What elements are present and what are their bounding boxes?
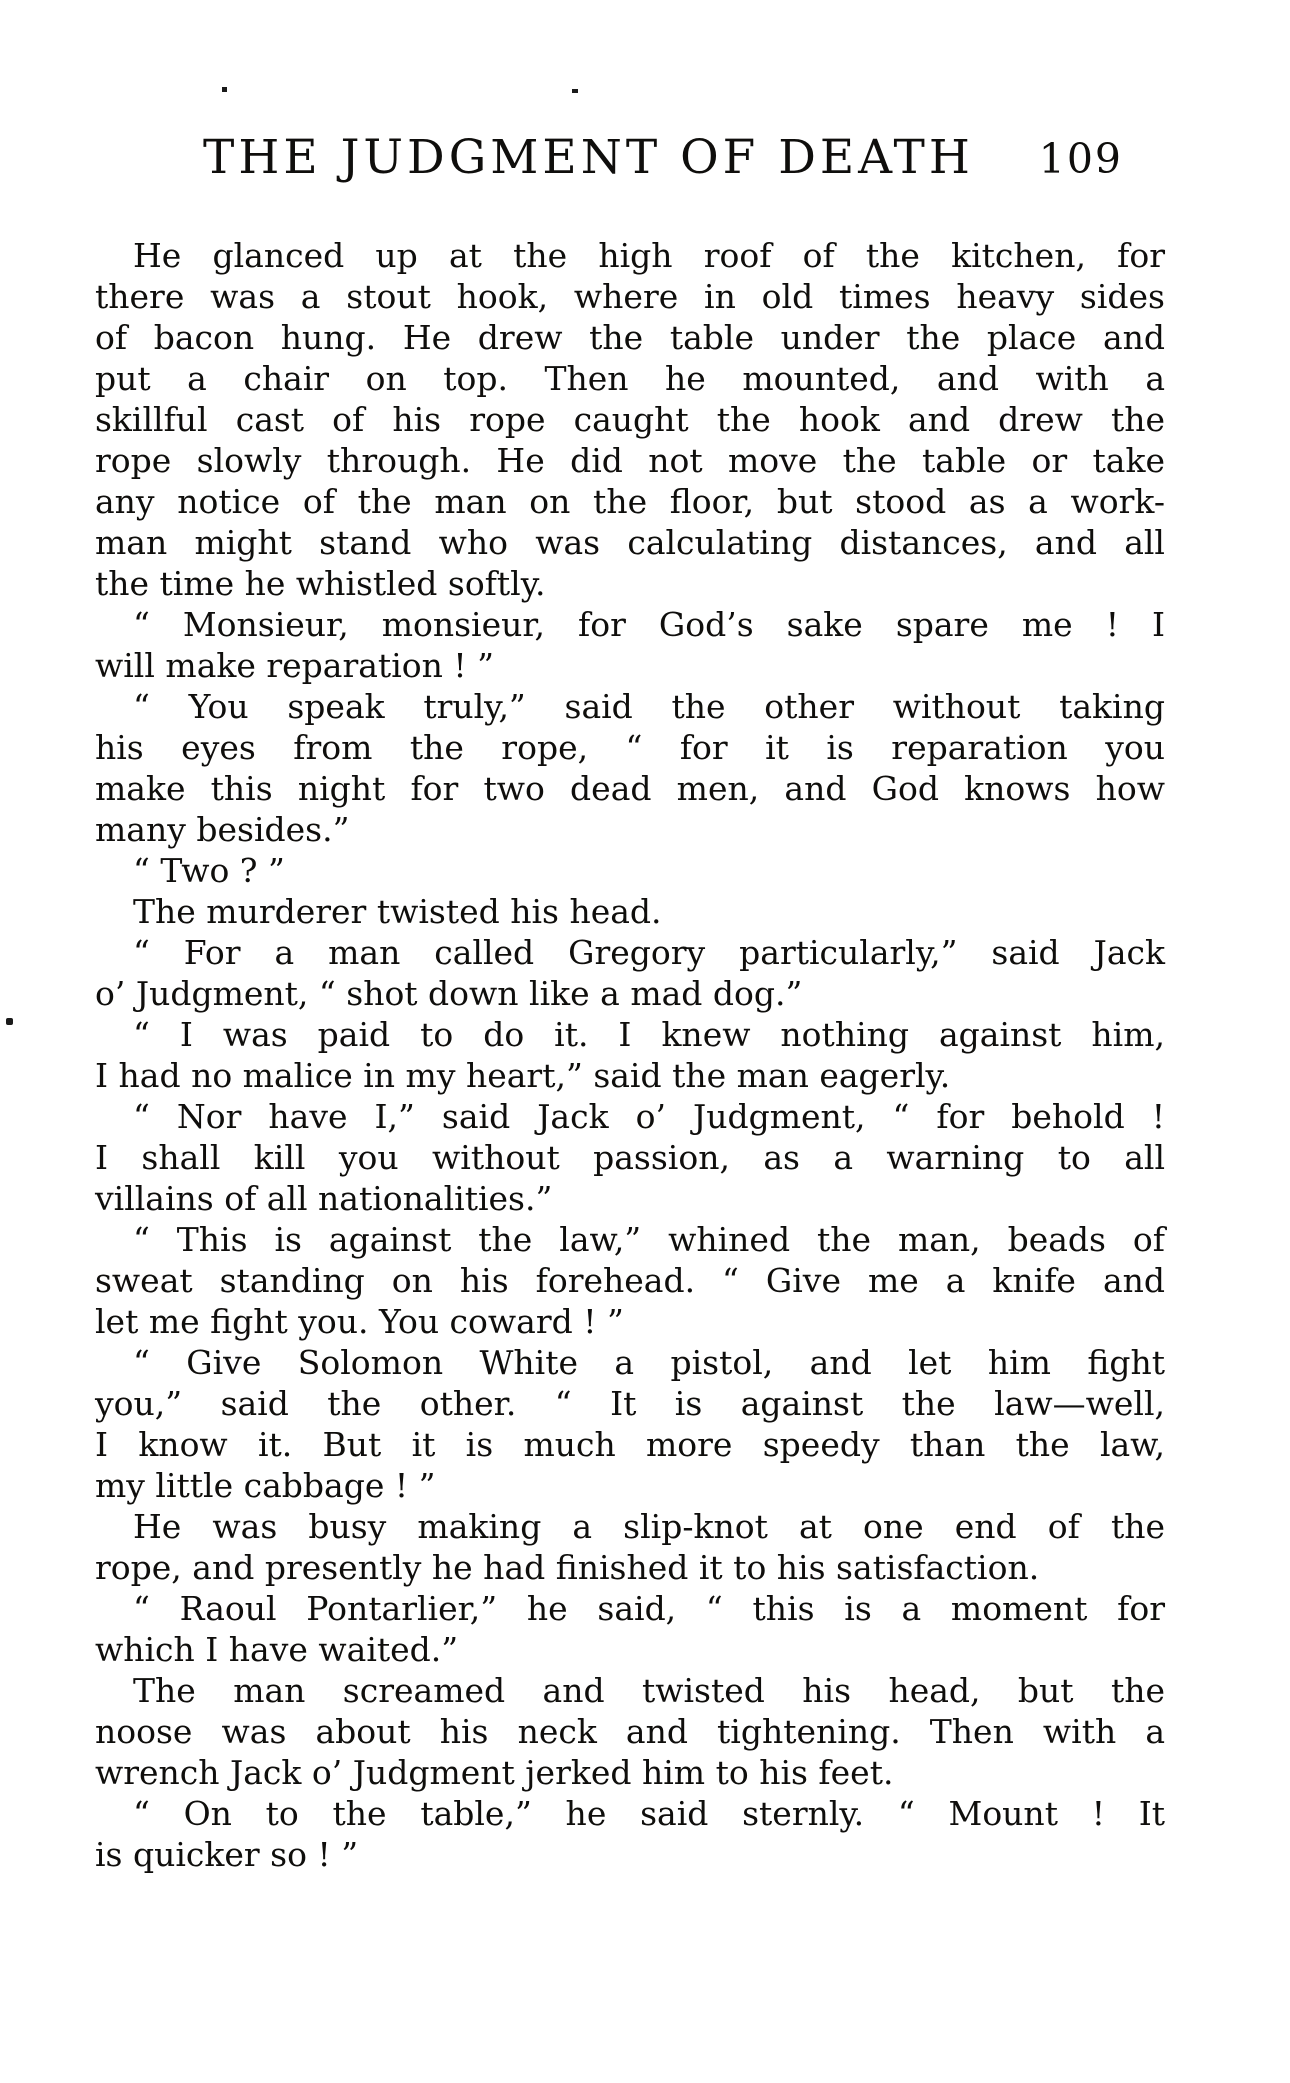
paragraph [95, 850, 1165, 891]
text-line: The murderer twisted his head. [133, 892, 662, 931]
text-line: any notice of the man on the floor, but stood as a work- [95, 482, 1165, 521]
paragraph [95, 235, 1165, 604]
text-line: villains of all nationalities.” [95, 1179, 553, 1218]
paragraph [95, 604, 1165, 686]
text-line: rope slowly through. He did not move the table or take [95, 441, 1165, 480]
text-line: He was busy making a slip-knot at one end of the [133, 1507, 1165, 1546]
text-line: “ Nor have I,” said Jack o’ Judgment, “ for behold ! [133, 1097, 1165, 1136]
paragraph [95, 932, 1165, 1014]
text-line: o’ Judgment, “ shot down like a mad dog.” [95, 974, 803, 1013]
paragraph [95, 1793, 1165, 1875]
text-line: sweat standing on his forehead. “ Give me a knife and [95, 1261, 1165, 1300]
text-line: there was a stout hook, where in old times heavy sides [95, 277, 1165, 316]
text-line: many besides.” [95, 810, 350, 849]
text-line: my little cabbage ! ” [95, 1466, 436, 1505]
text-line: “ This is against the law,” whined the man, beads of [133, 1220, 1165, 1259]
text-line: “ Give Solomon White a pistol, and let him fight [133, 1343, 1165, 1382]
paragraph [95, 686, 1165, 850]
paragraph [95, 1588, 1165, 1670]
text-line: The man screamed and twisted his head, but the [133, 1671, 1165, 1710]
text-line: “ Two ? ” [133, 851, 285, 890]
text-block [95, 0, 1165, 1875]
text-line: rope, and presently he had finished it to his satisfaction. [95, 1548, 1040, 1587]
text-line: “ For a man called Gregory particularly,” said Jack [133, 933, 1165, 972]
text-line: noose was about his neck and tightening. Then with a [95, 1712, 1165, 1751]
text-line: “ Raoul Pontarlier,” he said, “ this is a moment for [133, 1589, 1165, 1628]
text-line: “ On to the table,” he said sternly. “ Mount ! It [133, 1794, 1165, 1833]
text-line: let me fight you. You coward ! ” [95, 1302, 624, 1341]
text-line: I know it. But it is much more speedy than the law, [95, 1425, 1165, 1464]
paragraph [95, 1670, 1165, 1793]
text-line: which I have waited.” [95, 1630, 459, 1669]
text-line: make this night for two dead men, and God knows how [95, 769, 1165, 808]
text-line: “ Monsieur, monsieur, for God’s sake spare me ! I [133, 605, 1165, 644]
paragraph [95, 1014, 1165, 1096]
scan-speck [6, 1018, 13, 1025]
text-line: man might stand who was calculating distances, and all [95, 523, 1165, 562]
text-line: the time he whistled softly. [95, 564, 546, 603]
text-line: skillful cast of his rope caught the hook and drew the [95, 400, 1165, 439]
running-head [95, 130, 1165, 185]
chapter-title: THE JUDGMENT OF DEATH [203, 130, 974, 185]
text-line: I had no malice in my heart,” said the man eagerly. [95, 1056, 951, 1095]
page-number: 109 [1038, 135, 1123, 183]
page-body [95, 235, 1165, 1875]
text-line: I shall kill you without passion, as a warning to all [95, 1138, 1165, 1177]
text-line: his eyes from the rope, “ for it is reparation you [95, 728, 1165, 767]
paragraph [95, 1096, 1165, 1219]
paragraph [95, 1506, 1165, 1588]
paragraph [95, 1219, 1165, 1342]
text-line: you,” said the other. “ It is against the law—well, [95, 1384, 1165, 1423]
text-line: “ You speak truly,” said the other without taking [133, 687, 1165, 726]
text-line: He glanced up at the high roof of the kitchen, for [133, 236, 1165, 275]
text-line: of bacon hung. He drew the table under the place and [95, 318, 1165, 357]
text-line: wrench Jack o’ Judgment jerked him to his feet. [95, 1753, 894, 1792]
paragraph [95, 891, 1165, 932]
text-line: is quicker so ! ” [95, 1835, 359, 1874]
text-line: “ I was paid to do it. I knew nothing against him, [133, 1015, 1165, 1054]
paragraph [95, 1342, 1165, 1506]
text-line: put a chair on top. Then he mounted, and with a [95, 359, 1165, 398]
text-line: will make reparation ! ” [95, 646, 494, 685]
